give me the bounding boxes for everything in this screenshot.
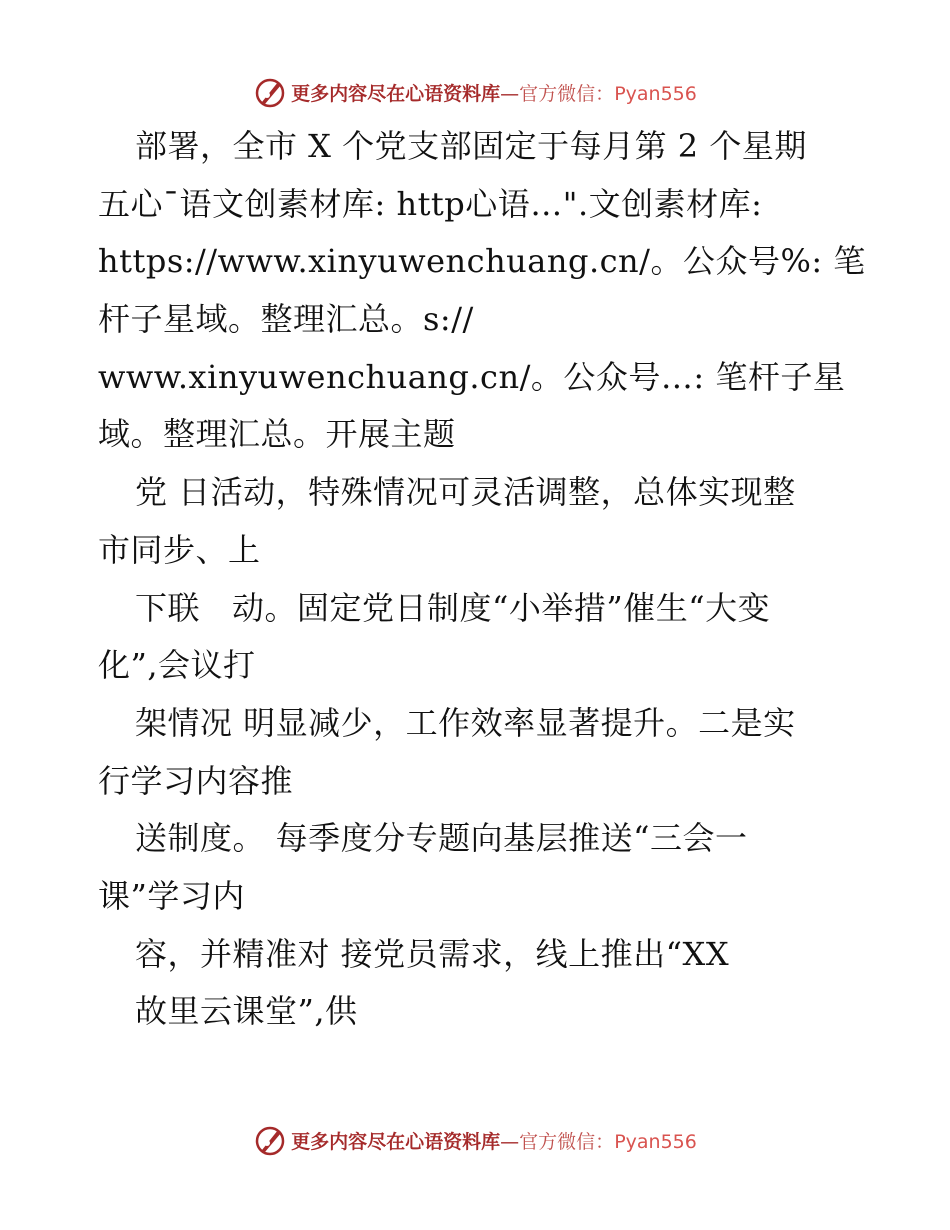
body-line: 五心¯语文创素材库: http心语…".文创素材库:	[98, 184, 763, 223]
footer-dash: —	[500, 1130, 520, 1153]
body-line: 市同步、上	[98, 530, 261, 569]
header-brand-text: 更多内容尽在心语资料库	[291, 82, 501, 105]
document-body	[98, 118, 878, 1041]
footer-banner	[0, 1120, 950, 1160]
pen-logo-icon	[253, 75, 287, 109]
body-line: 部署，全市 X 个党支部固定于每月第 2 个星期	[135, 127, 807, 165]
body-line: 故里云课堂”,供	[135, 992, 358, 1031]
header-wechat-label: 官方微信：	[519, 82, 615, 105]
body-line: 杆子星域。整理汇总。s://	[98, 300, 474, 339]
body-line: 党 日活动，特殊情况可灵活调整，总体实现整	[135, 473, 796, 512]
body-line: https://www.xinyuwenchuang.cn/。公众号%: 笔	[98, 242, 866, 281]
header-wechat-id: Pyan556	[614, 82, 697, 105]
footer-wechat-id: Pyan556	[614, 1130, 697, 1153]
body-line: 行学习内容推	[98, 761, 294, 800]
header-banner	[0, 72, 950, 112]
footer-banner-text	[291, 1127, 697, 1154]
body-line: 下联 动。固定党日制度“小举措”催生“大变	[135, 588, 771, 627]
body-line: 架情况 明显减少，工作效率显著提升。二是实	[135, 703, 796, 742]
footer-brand-text: 更多内容尽在心语资料库	[291, 1130, 501, 1153]
footer-wechat-label: 官方微信：	[519, 1130, 615, 1153]
body-line: 送制度。 每季度分专题向基层推送“三会一	[135, 819, 748, 858]
pen-logo-icon	[253, 1123, 287, 1157]
body-line: www.xinyuwenchuang.cn/。公众号…: 笔杆子星	[98, 357, 846, 396]
body-line: 域。整理汇总。开展主题	[98, 415, 456, 454]
body-line: 容，并精准对 接党员需求，线上推出“XX	[135, 934, 730, 973]
header-dash: —	[500, 82, 520, 105]
body-line: 化”,会议打	[98, 646, 256, 685]
body-line: 课”学习内	[98, 876, 245, 915]
header-banner-text	[291, 79, 697, 106]
